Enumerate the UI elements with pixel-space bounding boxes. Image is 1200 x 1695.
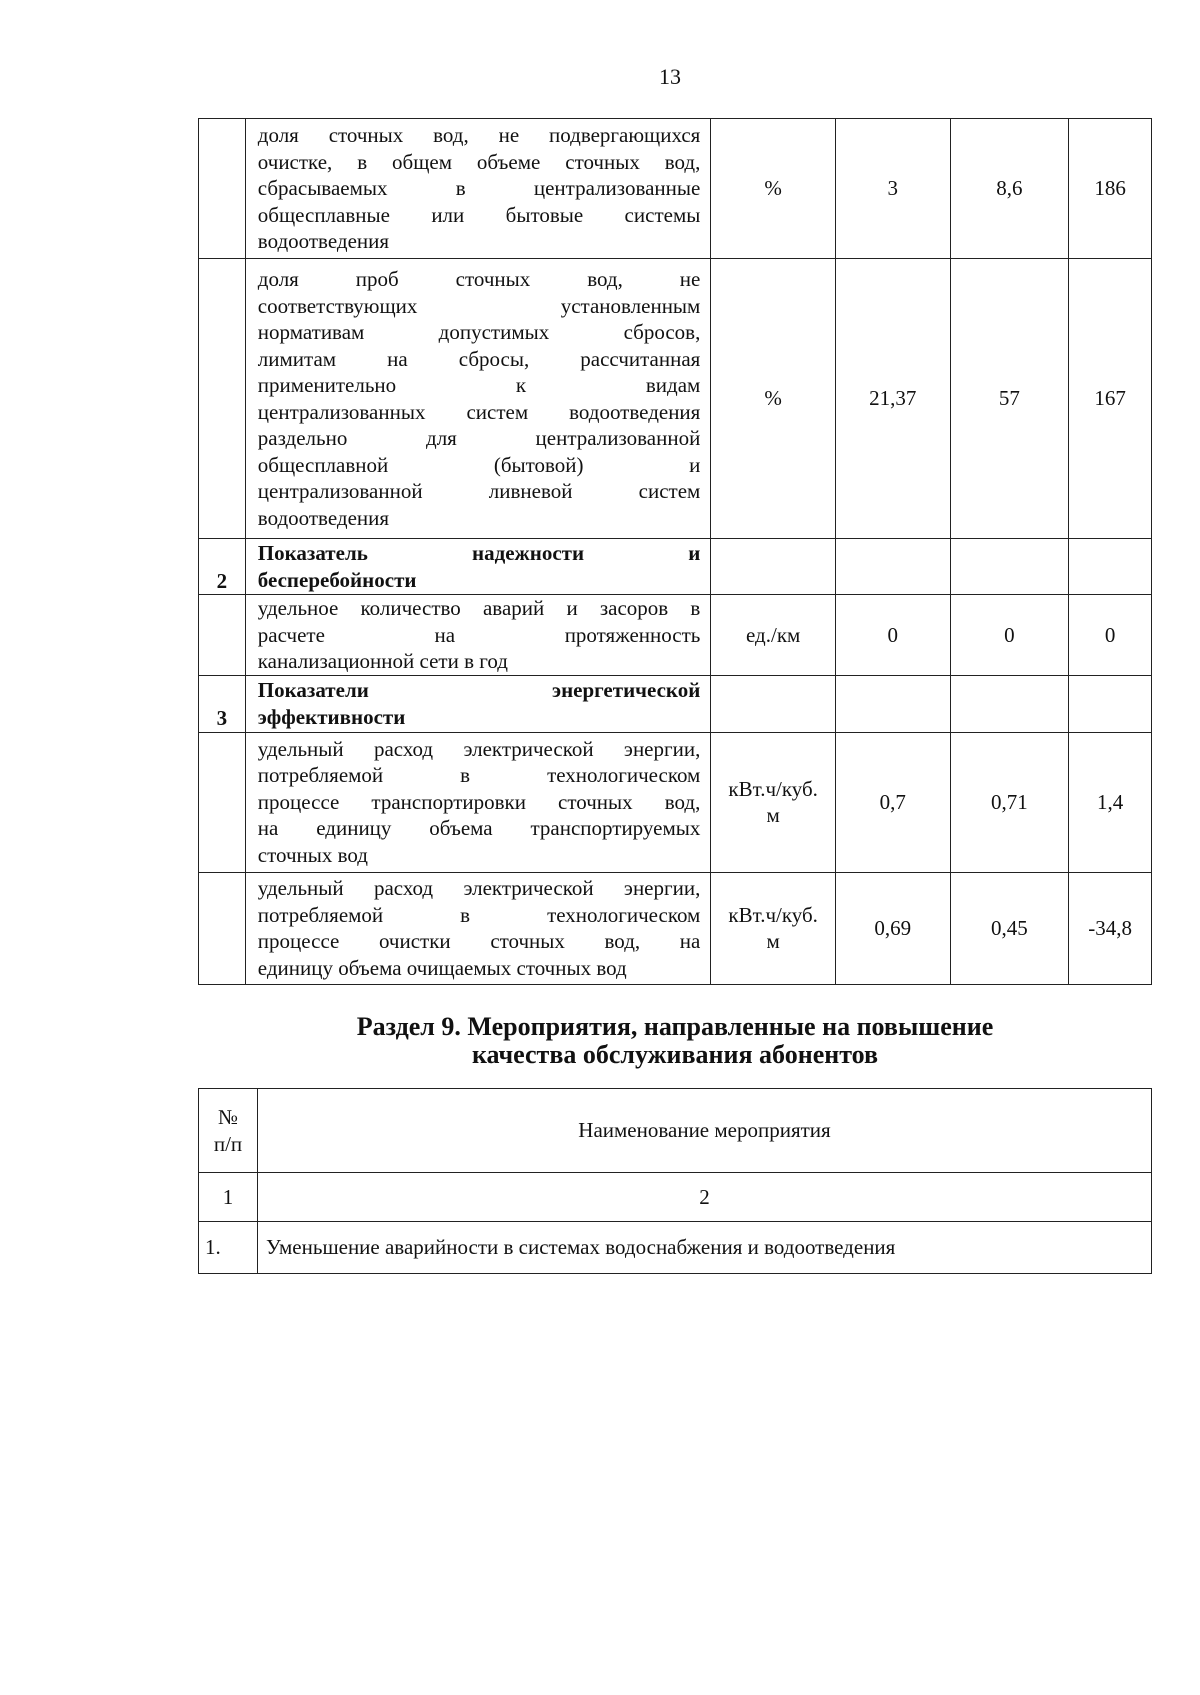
indicator-row [199, 732, 1152, 872]
indicator-row [199, 872, 1152, 984]
indicator-name [245, 259, 711, 539]
indicator-name-line: общесплавной (бытовой) и [257, 452, 701, 477]
indicator-row [199, 119, 1152, 259]
value-base-year: 3 [835, 119, 950, 259]
indicator-row [199, 595, 1152, 676]
unit [711, 872, 836, 984]
indicator-name [245, 539, 711, 595]
value-report-year: 0,71 [950, 732, 1069, 872]
measures-row [199, 1222, 1152, 1274]
row-number: 3 [199, 675, 246, 732]
section-9-title [0, 1013, 1200, 1069]
page-number: 13 [659, 64, 681, 89]
unit-line: м [766, 929, 780, 953]
row-number [199, 872, 246, 984]
indicator-name-line: водоотведения [257, 505, 390, 530]
value-base-year: 0,7 [835, 732, 950, 872]
indicator-name-line: водоотведения [257, 229, 390, 254]
indicator-group-row [199, 539, 1152, 595]
value-report-year: 0,45 [950, 872, 1069, 984]
unit-line: кВт.ч/куб. [728, 776, 818, 801]
indicator-name-line: расчете на протяженность [257, 622, 701, 647]
value-change: 186 [1069, 119, 1152, 259]
measures-numbering-row [199, 1173, 1152, 1222]
header-number-cell [199, 1089, 258, 1173]
indicator-name-line: применительно к видам [257, 373, 701, 397]
section-9-title-line2: качества обслуживания абонентов [471, 1040, 879, 1069]
unit [711, 539, 836, 595]
indicator-name-line: лимитам на сбросы, рассчитанная [257, 346, 701, 371]
value-change: -34,8 [1069, 872, 1152, 984]
indicator-name-line: бесперебойности [257, 567, 417, 592]
value-change: 1,4 [1069, 732, 1152, 872]
indicator-row [199, 259, 1152, 539]
row-number [199, 595, 246, 676]
header-number-abbr: п/п [213, 1131, 243, 1156]
indicator-name-line: потребляемой в технологическом [257, 902, 701, 927]
indicator-name-line: единицу объема очищаемых сточных вод [257, 955, 627, 980]
value-report-year: 0 [950, 595, 1069, 676]
indicator-name-line: удельный расход электрической энергии, [257, 876, 701, 900]
value-change: 167 [1069, 259, 1152, 539]
numbering-col1: 1 [199, 1173, 258, 1222]
value-base-year: 21,37 [835, 259, 950, 539]
value-change [1069, 539, 1152, 595]
indicator-name [245, 119, 711, 259]
unit [711, 675, 836, 732]
indicator-name-line: соответствующих установленным [257, 293, 701, 318]
value-change [1069, 675, 1152, 732]
indicators-table [198, 118, 1152, 985]
indicator-name-line: централизованных систем водоотведения [257, 399, 701, 424]
indicator-name-line: нормативам допустимых сбросов, [257, 320, 701, 344]
indicator-name-line: процессе очистки сточных вод, на [257, 929, 701, 953]
indicator-name-line: общесплавные или бытовые системы [257, 202, 701, 227]
indicator-name [245, 675, 711, 732]
value-change: 0 [1069, 595, 1152, 676]
indicator-name-line: доля сточных вод, не подвергающихся [257, 123, 701, 148]
value-base-year: 0 [835, 595, 950, 676]
row-number [199, 259, 246, 539]
indicator-name-line: канализационной сети в год [257, 649, 508, 673]
indicator-name [245, 732, 711, 872]
unit-line: м [766, 803, 780, 827]
indicator-name-line: очистке, в общем объеме сточных вод, [257, 149, 701, 174]
value-base-year [835, 675, 950, 732]
measures-table [198, 1088, 1152, 1274]
value-report-year: 8,6 [950, 119, 1069, 259]
section-9-title-line1: Раздел 9. Мероприятия, направленные на повышение [356, 1012, 994, 1041]
indicator-name-line: процессе транспортировки сточных вод, [257, 789, 701, 814]
numbering-col2: 2 [258, 1173, 1152, 1222]
value-report-year [950, 675, 1069, 732]
indicator-name-line: Показатели энергетической [257, 678, 701, 702]
unit: ед./км [711, 595, 836, 676]
indicator-name-line: на единицу объема транспортируемых [257, 816, 701, 841]
indicator-name-line: потребляемой в технологическом [257, 763, 701, 788]
indicator-name-line: раздельно для централизованной [257, 426, 701, 450]
header-name-cell: Наименование мероприятия [258, 1089, 1152, 1173]
row-number [199, 732, 246, 872]
unit: % [711, 119, 836, 259]
indicator-name-line: удельный расход электрической энергии, [257, 736, 701, 761]
value-base-year: 0,69 [835, 872, 950, 984]
row-number: 2 [199, 539, 246, 595]
unit: % [711, 259, 836, 539]
value-report-year: 57 [950, 259, 1069, 539]
indicator-name-line: сточных вод [257, 842, 368, 867]
indicator-name-line: сбрасываемых в централизованные [257, 176, 701, 201]
unit [711, 732, 836, 872]
measures-header-row [199, 1089, 1152, 1173]
indicator-name-line: централизованной ливневой систем [257, 479, 701, 503]
measure-name: Уменьшение аварийности в системах водоснабжения и водоотведения [258, 1222, 1152, 1274]
indicator-group-row [199, 675, 1152, 732]
row-number [199, 119, 246, 259]
indicator-name-line: эффективности [257, 704, 406, 729]
indicator-name-line: Показатель надежности и [257, 541, 701, 565]
value-report-year [950, 539, 1069, 595]
indicator-name [245, 595, 711, 676]
unit-line: кВт.ч/куб. [728, 902, 818, 927]
indicator-name-line: удельное количество аварий и засоров в [257, 596, 701, 620]
indicator-name [245, 872, 711, 984]
header-number-symbol: № [217, 1105, 239, 1129]
indicator-name-line: доля проб сточных вод, не [257, 267, 701, 291]
value-base-year [835, 539, 950, 595]
measure-number: 1. [199, 1222, 258, 1274]
